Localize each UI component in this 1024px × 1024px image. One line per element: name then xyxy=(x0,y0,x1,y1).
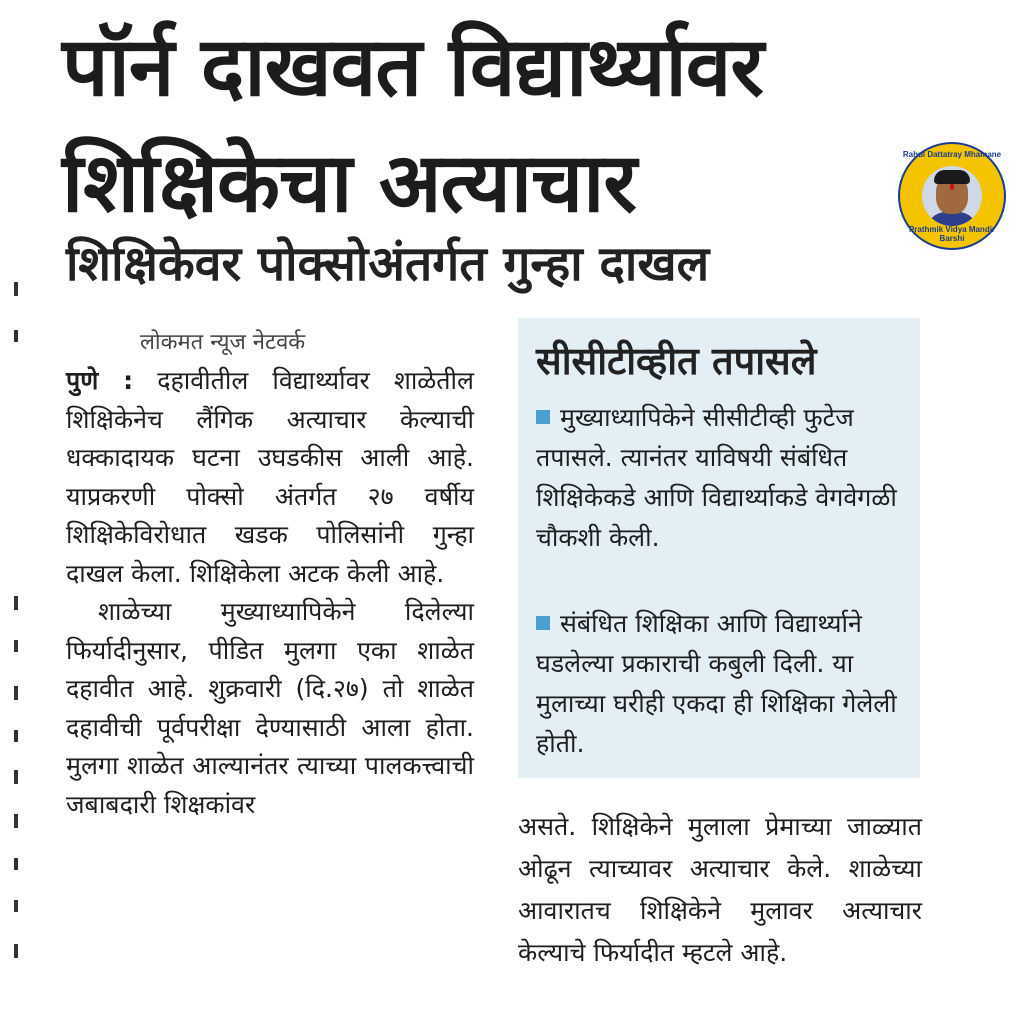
edge-mark xyxy=(14,730,18,742)
square-bullet-icon xyxy=(536,616,550,630)
edge-mark xyxy=(14,814,18,828)
edge-mark xyxy=(14,770,18,784)
article-paragraph-1-text: दहावीतील विद्यार्थ्यावर शाळेतील शिक्षिकेनेच लैंगिक अत्याचार केल्याची धक्कादायक घटना उघडकीस आली आहे. याप्रकरणी पोक्सो अंतर्गत २७ वर्षीय शिक्षिकेविरोधात खडक पोलिसांनी गुन्हा दाखल केला. शिक्षिकेला अटक केली आहे. xyxy=(66,366,474,588)
headline-line-2: शिक्षिकेचा अत्याचार xyxy=(62,136,636,231)
headline-line-1: पॉर्न दाखवत विद्यार्थ्यावर xyxy=(62,20,763,115)
sidebar-box-item-1-text: मुख्याध्यापिकेने सीसीटीव्ही फुटेज तपासले. त्यानंतर याविषयी संबंधित शिक्षिकेकडे आणि विद्यार्थ्याकडे वेगवेगळी चौकशी केली. xyxy=(536,403,897,552)
subheadline: शिक्षिकेवर पोक्सोअंतर्गत गुन्हा दाखल xyxy=(66,236,710,292)
badge-avatar-hair xyxy=(934,170,970,184)
dateline-city: पुणे : xyxy=(66,366,134,395)
sidebar-box-item-1 xyxy=(536,398,908,558)
badge-name: Rahul Dattatray Mhamane xyxy=(902,150,1002,159)
square-bullet-icon xyxy=(536,410,550,424)
sidebar-box-item-2-text: संबंधित शिक्षिका आणि विद्यार्थ्याने घडलेल्या प्रकाराची कबुली दिली. या मुलाच्या घरीही एकदा ही शिक्षिका गेलेली होती. xyxy=(536,609,897,758)
byline: लोकमत न्यूज नेटवर्क xyxy=(140,330,306,355)
edge-mark xyxy=(14,686,18,700)
profile-badge xyxy=(898,142,1006,250)
edge-mark xyxy=(14,640,18,652)
badge-avatar-shirt xyxy=(926,212,978,226)
sidebar-box xyxy=(518,318,920,778)
headline xyxy=(62,10,942,242)
article-paragraph-2: शाळेच्या मुख्याध्यापिकेने दिलेल्या फिर्यादीनुसार, पीडित मुलगा एका शाळेत दहावीत आहे. शुक्रवारी (दि.२७) तो शाळेत दहावीची पूर्वपरीक्षा देण्यासाठी आला होता. मुलगा शाळेत आल्यानंतर त्याच्या पालकत्त्वाची जबाबदारी शिक्षकांवर xyxy=(66,597,474,819)
edge-mark xyxy=(14,900,18,912)
edge-mark xyxy=(14,944,18,958)
article-left-column xyxy=(66,362,474,824)
badge-school: Prathmik Vidya Mandir Barshi xyxy=(908,225,996,243)
article-paragraph-1 xyxy=(66,362,474,593)
article-right-column: असते. शिक्षिकेने मुलाला प्रेमाच्या जाळ्यात ओढून त्याच्यावर अत्याचार केले. शाळेच्या आवारातच शिक्षिकेने मुलावर अत्याचार केल्याचे फिर्यादीत म्हटले आहे. xyxy=(518,812,922,967)
edge-mark xyxy=(14,596,18,610)
badge-avatar xyxy=(922,166,982,226)
sidebar-box-title: सीसीटीव्हीत तपासले xyxy=(536,339,817,383)
edge-mark xyxy=(14,858,18,870)
edge-mark xyxy=(14,282,18,296)
badge-avatar-tilak xyxy=(950,184,954,190)
sidebar-box-item-2 xyxy=(536,604,908,764)
edge-mark xyxy=(14,330,18,342)
